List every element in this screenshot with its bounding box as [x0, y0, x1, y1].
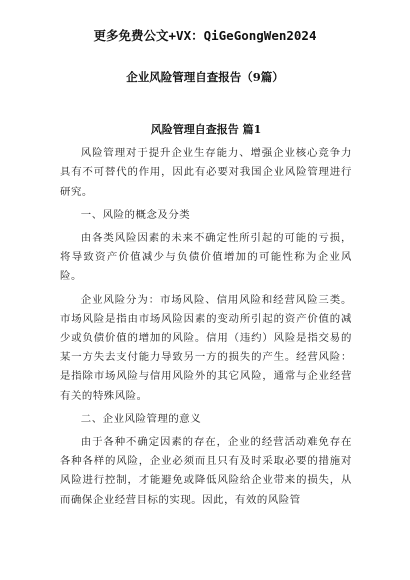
- article-body: [60, 120, 352, 514]
- intro-paragraph: 风险管理对于提升企业生存能力、增强企业核心竞争力具有不可替代的作用，因此有必要对我国企业风险管理进行研究。: [60, 147, 352, 198]
- article-title: 风险管理自查报告 篇1: [150, 123, 262, 136]
- classification-paragraph: 企业风险分为：市场风险、信用风险和经营风险三类。市场风险是指由市场风险因素的变动所引起的资产价值的减少或负债价值的增加的风险。信用（违约）风险是指交易的某一方失去支付能力导致另一方的损失的产生。经营风险：是指除市场风险与信用风险外的其它风险，通常与企业经营有关的特殊风险。: [60, 293, 352, 402]
- document-title: 企业风险管理自查报告（9篇）: [126, 70, 284, 84]
- significance-paragraph: 由于各种不确定因素的存在，企业的经营活动难免存在各种各样的风险，企业必须而且只有及时采取必要的措施对风险进行控制，才能避免或降低风险给企业带来的损失，从而确保企业经营目标的实现。因此，有效的风险管: [60, 436, 352, 506]
- section-heading-concept: 一、风险的概念及分类: [80, 208, 191, 221]
- definition-paragraph: 由各类风险因素的未来不确定性所引起的可能的亏损，将导致资产价值减少与负债价值增加的可能性称为企业风险。: [60, 232, 352, 283]
- section-heading-significance: 二、企业风险管理的意义: [80, 412, 202, 425]
- promo-banner: 更多免费公文+VX：QiGeGongWen2024: [93, 28, 317, 43]
